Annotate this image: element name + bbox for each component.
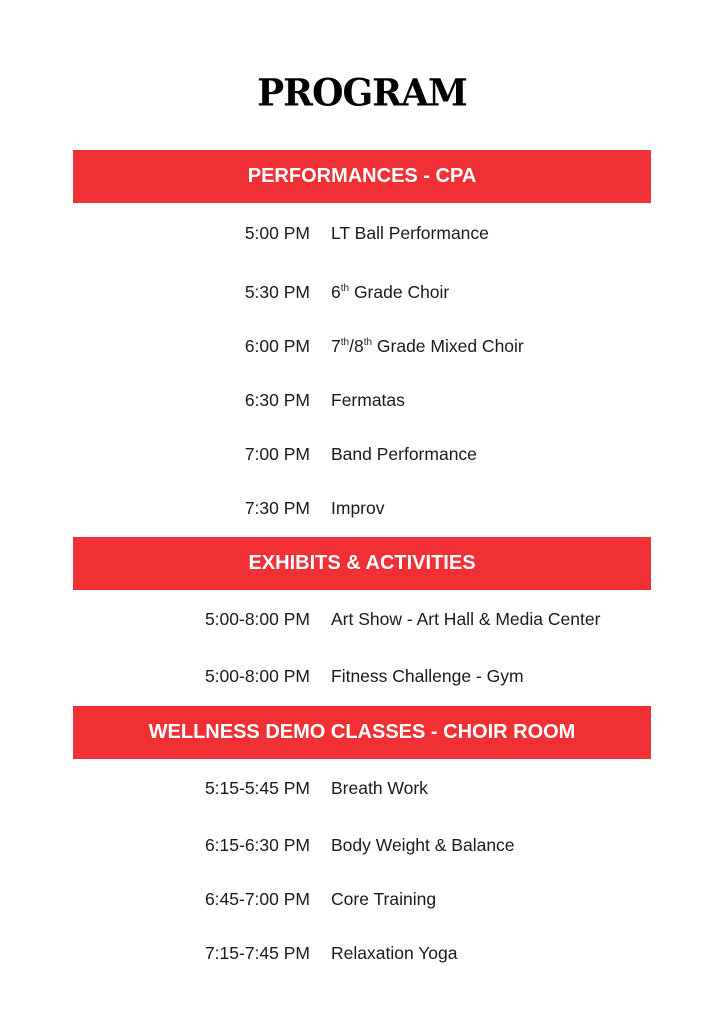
schedule-time: 7:00 PM — [244, 444, 310, 464]
schedule-time: 5:30 PM — [244, 282, 310, 302]
schedule-time: 6:00 PM — [244, 336, 310, 356]
schedule-row — [0, 889, 724, 913]
schedule-row — [0, 943, 724, 967]
event-text: Band Performance — [331, 444, 477, 464]
schedule-row — [0, 609, 724, 633]
event-text: /8 — [349, 336, 364, 356]
event-text: Fitness Challenge - Gym — [331, 666, 524, 686]
event-text: Body Weight & Balance — [331, 835, 515, 855]
schedule-event — [331, 778, 428, 799]
schedule-row — [0, 444, 724, 468]
page-title: PROGRAM — [257, 70, 467, 116]
event-text: 7 — [331, 336, 341, 356]
schedule-time: 5:00 PM — [244, 223, 310, 243]
schedule-row — [0, 778, 724, 802]
schedule-row — [0, 666, 724, 690]
schedule-event — [331, 390, 405, 411]
event-text: Improv — [331, 498, 385, 518]
event-text: Relaxation Yoga — [331, 943, 458, 963]
schedule-event — [331, 609, 600, 630]
schedule-row — [0, 282, 724, 306]
schedule-event — [331, 943, 458, 964]
event-text: Core Training — [331, 889, 437, 909]
ordinal-suffix: th — [340, 283, 350, 294]
schedule-row — [0, 390, 724, 414]
schedule-time: 7:30 PM — [244, 498, 310, 518]
schedule-event — [331, 889, 436, 910]
schedule-time: 6:45-7:00 PM — [204, 889, 310, 909]
schedule-event — [331, 666, 524, 687]
event-text: 6 — [331, 282, 341, 302]
schedule-time: 6:15-6:30 PM — [204, 835, 310, 855]
schedule-event — [331, 835, 515, 856]
section-heading: PERFORMANCES - CPA — [73, 150, 651, 203]
section-heading: EXHIBITS & ACTIVITIES — [73, 537, 651, 590]
schedule-event — [331, 223, 489, 244]
schedule-row — [0, 336, 724, 360]
schedule-time: 5:15-5:45 PM — [204, 778, 310, 798]
schedule-time: 6:30 PM — [244, 390, 310, 410]
schedule-row — [0, 223, 724, 247]
event-text: Fermatas — [331, 390, 405, 410]
schedule-event — [331, 336, 524, 357]
event-text: Art Show - Art Hall & Media Center — [331, 609, 601, 629]
section-heading: WELLNESS DEMO CLASSES - CHOIR ROOM — [73, 706, 651, 759]
schedule-event — [331, 498, 384, 519]
event-text: LT Ball Performance — [331, 223, 489, 243]
ordinal-suffix: th — [340, 337, 350, 348]
schedule-event — [331, 282, 449, 303]
ordinal-suffix: th — [363, 337, 373, 348]
event-text: Grade Mixed Choir — [372, 336, 524, 356]
event-text: Grade Choir — [349, 282, 450, 302]
schedule-time: 5:00-8:00 PM — [204, 609, 310, 629]
schedule-event — [331, 444, 477, 465]
schedule-row — [0, 498, 724, 522]
event-text: Breath Work — [331, 778, 428, 798]
schedule-row — [0, 835, 724, 859]
schedule-time: 5:00-8:00 PM — [204, 666, 310, 686]
schedule-time: 7:15-7:45 PM — [204, 943, 310, 963]
